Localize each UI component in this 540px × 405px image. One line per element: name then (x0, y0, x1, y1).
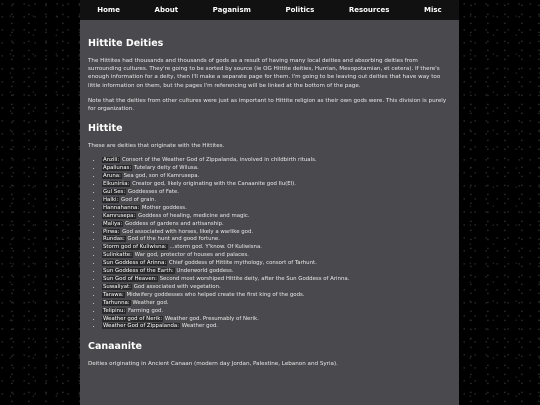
deity-description: Midwifery goddesses who helped create the first king of the gods. (126, 291, 305, 298)
canaanite-description: Deities originating in Ancient Canaan (modern day Jordan, Palestine, Lebanon and Syria). (88, 361, 338, 368)
deity-list-item (102, 244, 451, 252)
deity-description: Goddess of gardens and artisanship. (124, 220, 224, 227)
nav-paganism[interactable]: Paganism (212, 6, 251, 14)
deity-list-item (102, 260, 451, 268)
deity-description: God associated with horses, likely a warlike god. (122, 228, 254, 235)
nav-misc[interactable]: Misc (423, 6, 442, 14)
deity-description: Weather god. Presumably of Nerik. (164, 315, 259, 322)
note-paragraph: Note that the deities from other cultures were just as important to Hittite religion as their own gods were. This division is purely for organization. (88, 97, 447, 113)
nav-resources[interactable]: Resources (348, 6, 390, 14)
deity-description: Weather god. (132, 299, 169, 306)
deity-description: Creator god, likely originating with the Canaanite god Ilu(El). (132, 181, 296, 188)
deity-name: Elkunirša: (103, 181, 130, 188)
deity-name: Sulinkatte: (103, 252, 132, 259)
deity-name: Kamrusepa: (103, 212, 136, 219)
deity-name: Suwaliyat: (103, 283, 131, 290)
deity-name: Maliya: (103, 220, 123, 227)
deity-list-item (102, 276, 451, 284)
deity-name: Aruna: (103, 173, 121, 180)
deity-list-item (102, 268, 451, 276)
deity-description: Goddess of healing, medicine and magic. (138, 212, 250, 219)
hittite-description: These are deities that originate with the Hittites. (88, 143, 225, 150)
deity-list-item (102, 181, 451, 189)
deity-description: Underworld goddess. (176, 268, 234, 275)
deity-list-item (102, 221, 451, 229)
deity-description: Tutelary deity of Wilusa. (133, 165, 199, 172)
deity-name: Anzili: (103, 157, 120, 164)
deity-description: Goddesses of Fate. (127, 189, 179, 196)
top-navigation (80, 0, 459, 21)
nav-home[interactable]: Home (97, 6, 120, 14)
deity-list-item (102, 236, 451, 244)
deity-name: Gul Ses: (103, 189, 126, 196)
deity-name: Hannahanna: (103, 204, 140, 211)
deity-description: Weather god. (181, 323, 219, 330)
deity-list-item (102, 197, 451, 205)
content-inner (80, 20, 459, 369)
section-heading-hittite: Hittite (88, 123, 123, 135)
deity-name: Storm god of Kuliwisna: (103, 244, 167, 251)
deity-list-item (102, 252, 451, 260)
deity-name: Pirwa: (103, 228, 120, 235)
deity-name: Sun God of Heaven: (103, 276, 157, 283)
deity-list-item (102, 173, 451, 181)
deity-list-item (102, 308, 451, 316)
deity-description: Consort of the Weather God of Zippalanda, involved in childbirth rituals. (121, 157, 317, 164)
deity-name: Apaliunas: (103, 165, 132, 172)
hittite-deity-list (88, 157, 451, 331)
deity-description: Second most worshiped Hittite deity, after the Sun Goddess of Arinna. (159, 276, 350, 283)
deity-name: Rundas: (103, 236, 125, 243)
deity-list-item (102, 323, 451, 331)
deity-description: Mother goddess. (141, 204, 187, 211)
deity-description: Farming god. (127, 307, 164, 314)
deity-name: Tarawa: (103, 291, 124, 298)
deity-name: Tarhunna: (103, 299, 130, 306)
deity-list-item (102, 300, 451, 308)
deity-list-item (102, 205, 451, 213)
deity-list-item (102, 284, 451, 292)
deity-list-item (102, 213, 451, 221)
page-title: Hittite Deities (88, 38, 164, 49)
nav-about[interactable]: About (154, 6, 179, 14)
deity-list-item (102, 316, 451, 324)
main-content (80, 20, 459, 405)
deity-name: Halki: (103, 196, 119, 203)
deity-list-item (102, 229, 451, 237)
deity-list-item (102, 189, 451, 197)
deity-name: Weather God of Zippalanda: (103, 323, 180, 330)
deity-description: Chief goddess of Hittite mythology, consort of Tarhunt. (168, 260, 317, 267)
deity-description: War god, protector of houses and palaces. (134, 252, 249, 259)
deity-description: Sea god, son of Kamrusepa. (123, 173, 200, 180)
deity-name: Telipinu: (103, 307, 126, 314)
section-heading-canaanite: Canaanite (88, 341, 142, 353)
intro-paragraph: The Hittites had thousands and thousands of gods as a result of having many local deities and absorbing deities from surrounding cultures. They're going to be sorted by source (ie OG Hittite deities, Hurrian, Mesopotamian, et cetera). If there's enough information for a deity, then I'll make a separate page for them. I'm going to be leaving out deities that have way too little information on them, but the pages I'm referencing will be linked at the bottom of the page. (88, 58, 441, 89)
deity-list-item (102, 165, 451, 173)
deity-description: God of grain. (121, 196, 157, 203)
deity-description: God of the hunt and good fortune. (127, 236, 220, 243)
deity-name: Sun Goddess of Arinna: (103, 260, 167, 267)
deity-description: God associated with vegetation. (133, 283, 221, 290)
deity-list-item (102, 157, 451, 165)
deity-description: ...storm god. Y'know. Of Kuliwisna. (169, 244, 262, 251)
deity-name: Weather god of Nerik: (103, 315, 163, 322)
deity-name: Sun Goddess of the Earth: (103, 268, 174, 275)
nav-politics[interactable]: Politics (285, 6, 315, 14)
deity-list-item (102, 292, 451, 300)
